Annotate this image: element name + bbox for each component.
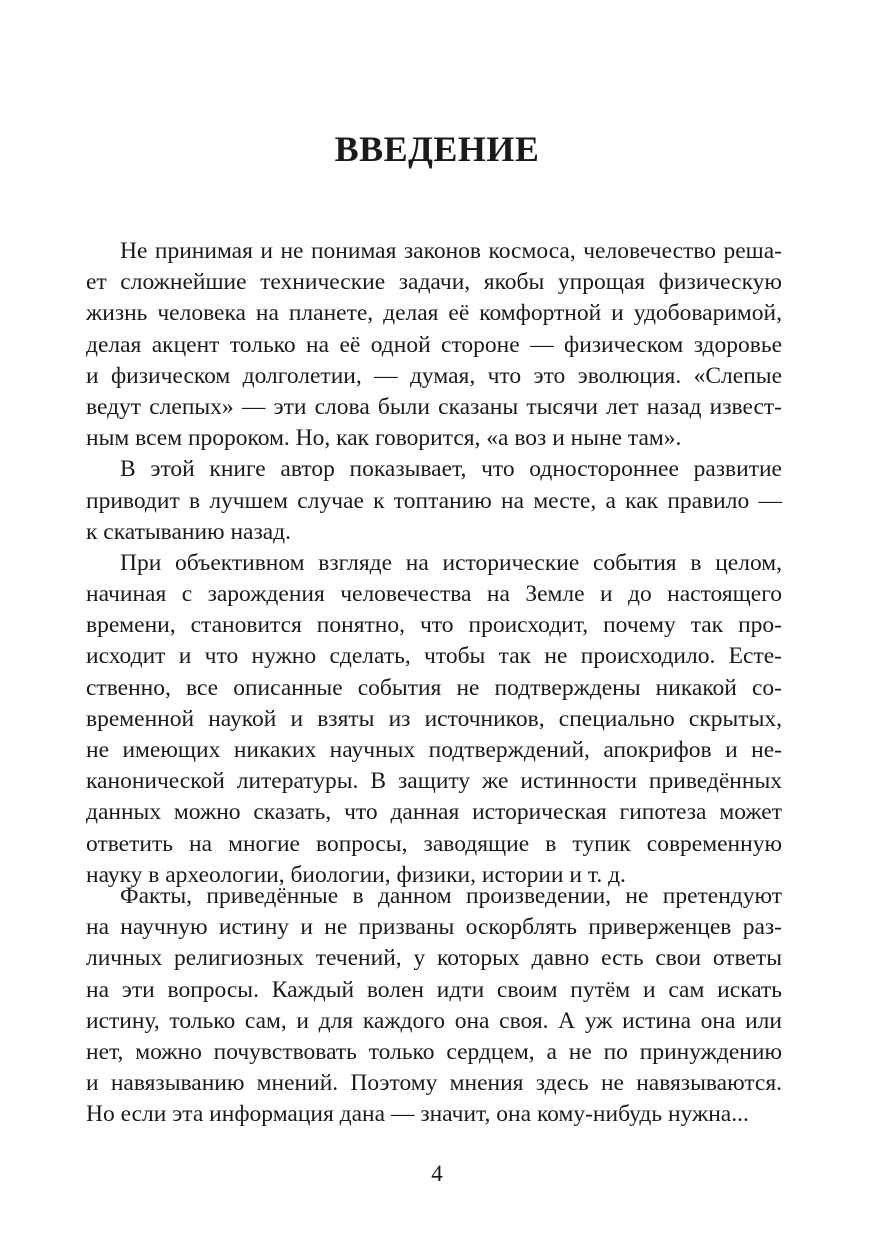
page-number: 4 xyxy=(431,1161,443,1186)
text-line: Факты, приведённые в данном произведении, не претендуют xyxy=(120,883,782,909)
text-line: исходит и что нужно сделать, чтобы так не происходило. Есте- xyxy=(86,643,782,670)
text-line: ным всем пророком. Но, как говорится, «а воз и ныне там». xyxy=(86,425,682,452)
text-line: на эти вопросы. Каждый волен идти своим путём и сам искать xyxy=(86,976,782,1003)
text-line: истину, только сам, и для каждого она своя. А уж истина она или xyxy=(86,1007,782,1034)
introduction-paragraphs xyxy=(86,236,782,891)
text-line: приводит в лучшем случае к топтанию на месте, а как правило — xyxy=(86,487,782,514)
text-line: нет, можно почувствовать только сердцем, а не по принуждению xyxy=(86,1038,782,1065)
page-title: ВВЕДЕНИЕ xyxy=(334,129,540,169)
text-line: не имеющих никаких научных подтверждений, апокрифов и не- xyxy=(86,737,782,763)
disclaimer-paragraph xyxy=(86,881,782,1131)
text-line: Не принимая и не понимая законов космоса, человечество реша- xyxy=(120,238,782,264)
text-line: При объективном взгляде на исторические события в целом, xyxy=(120,549,782,576)
text-line: ственно, все описанные события не подтверждены никакой со- xyxy=(86,674,782,701)
text-line: делая акцент только на её одной стороне — физическом здоровье xyxy=(86,331,782,358)
text-line: данных можно сказать, что данная историческая гипотеза может xyxy=(86,799,782,826)
text-line: и физическом долголетии, — думая, что это эволюция. «Слепые xyxy=(86,362,782,389)
text-line: на научную истину и не призваны оскорблять приверженцев раз- xyxy=(86,914,782,941)
text-line: жизнь человека на планете, делая её комфортной и удобоваримой, xyxy=(86,300,782,327)
text-line: ответить на многие вопросы, заводящие в тупик современную xyxy=(86,830,782,857)
text-line: Но если эта информация дана — значит, она кому-нибудь нужна... xyxy=(86,1101,749,1128)
text-line: В этой книге автор показывает, что одностороннее развитие xyxy=(120,456,782,483)
text-line: науку в археологии, биологии, физики, истории и т. д. xyxy=(86,861,626,888)
text-line: личных религиозных течений, у которых давно есть свои ответы xyxy=(86,945,782,972)
text-line: времени, становится понятно, что происходит, почему так про- xyxy=(86,612,782,639)
text-line: ведут слепых» — эти слова были сказаны тысячи лет назад извест- xyxy=(86,393,782,420)
text-line: и навязыванию мнений. Поэтому мнения здесь не навязываются. xyxy=(86,1070,782,1097)
text-line: временной наукой и взяты из источников, специально скрытых, xyxy=(86,705,782,732)
text-line: к скатыванию назад. xyxy=(86,518,292,545)
text-line: начиная с зарождения человечества на Земле и до настоящего xyxy=(86,581,782,608)
text-line: канонической литературы. В защиту же истинности приведённых xyxy=(86,768,782,795)
text-line: ет сложнейшие технические задачи, якобы упрощая физическую xyxy=(86,269,782,296)
